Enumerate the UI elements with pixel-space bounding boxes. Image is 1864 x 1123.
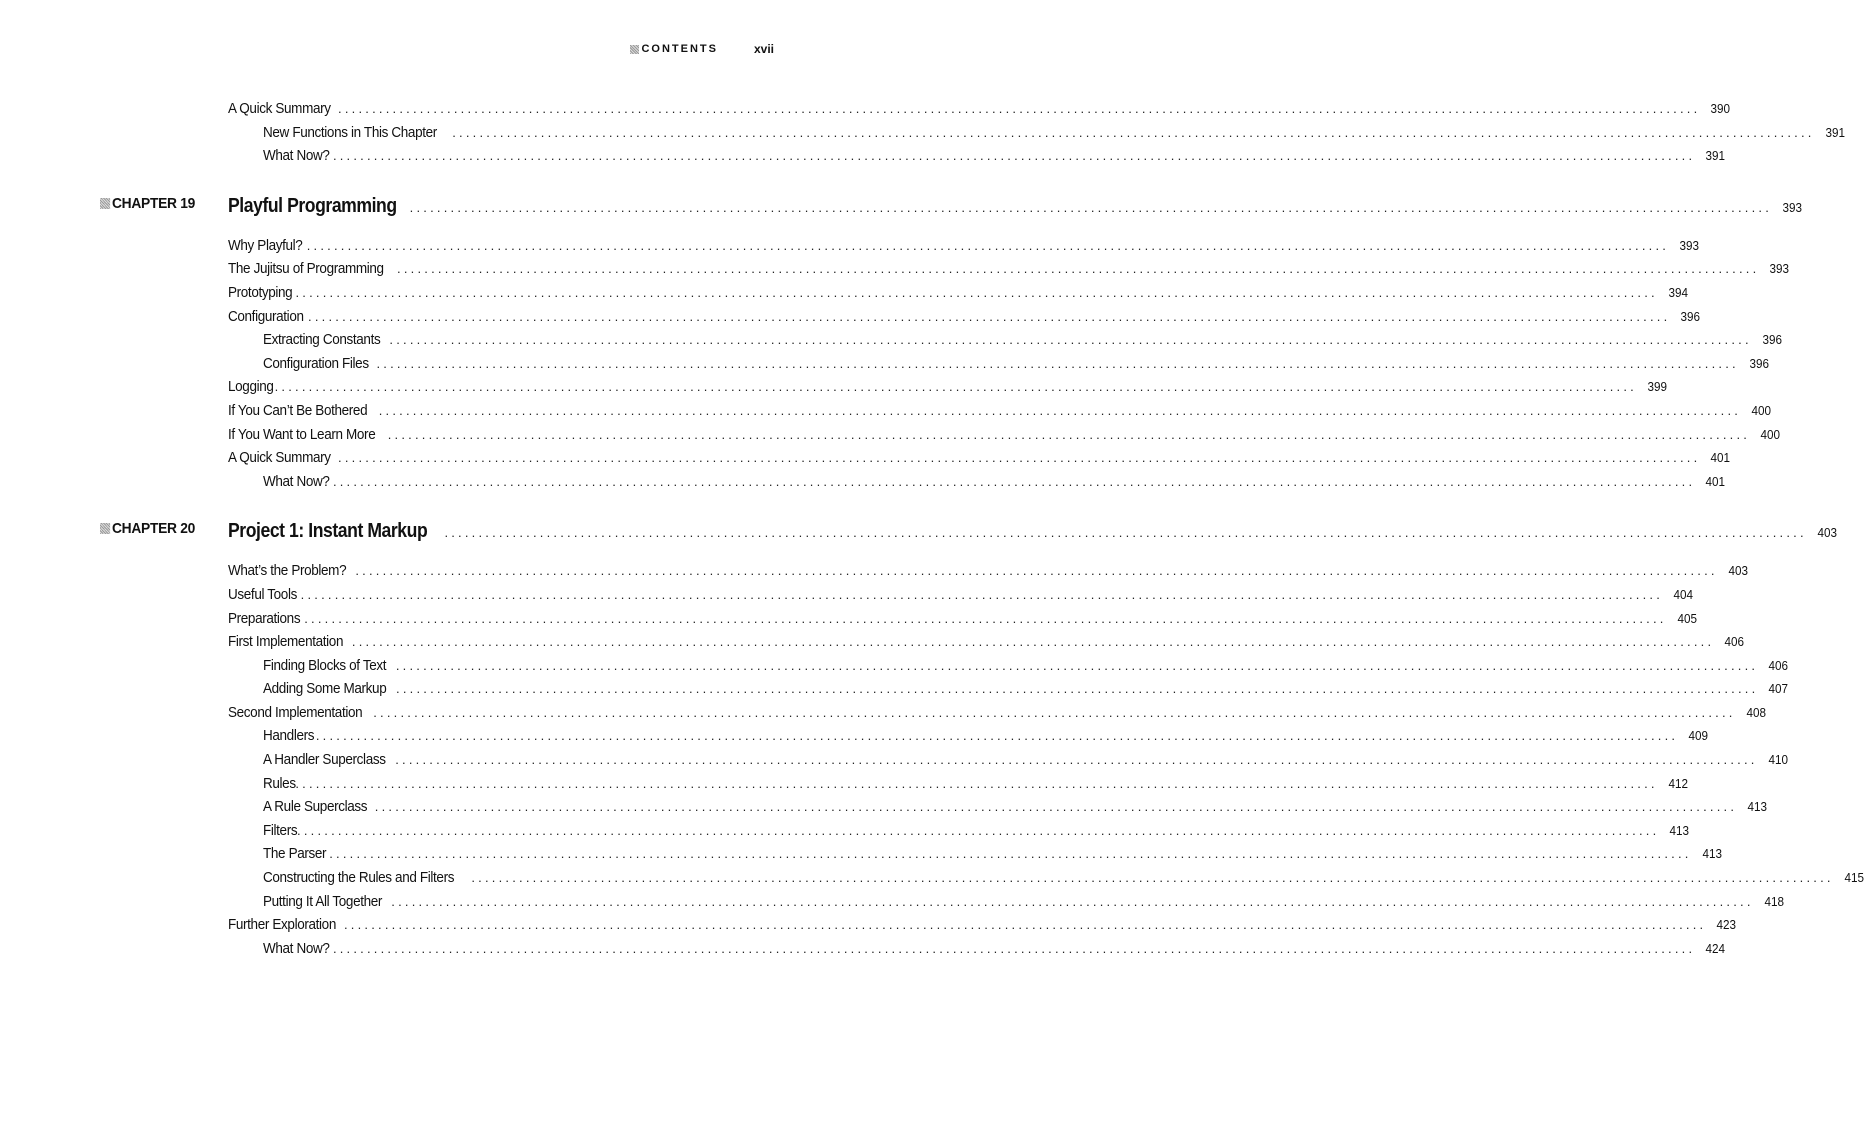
entry-title: The Parser <box>263 845 327 863</box>
entry-page-number: 413 <box>1669 822 1690 838</box>
dot-leader: ........................................................................................................................................................................................................ <box>295 775 1658 791</box>
entry-title: Extracting Constants <box>263 331 381 349</box>
entry-title: Putting It All Together <box>263 892 383 910</box>
toc-entry[interactable] <box>228 701 1766 725</box>
chapter-number: CHAPTER 20 <box>111 520 196 538</box>
entry-title: Playful Programming <box>228 194 397 217</box>
entry-title: Configuration Files <box>263 354 369 372</box>
chapter-block <box>0 191 1803 494</box>
dot-leader: ........................................................................................................................................................................................................ <box>397 261 1760 277</box>
chapter-list <box>0 168 1864 961</box>
entry-title: Adding Some Markup <box>263 680 387 698</box>
entry-title: Logging <box>228 378 274 396</box>
entry-page-number: 400 <box>1760 426 1781 442</box>
entry-title: New Functions in This Chapter <box>263 123 437 141</box>
entry-page-number: 396 <box>1680 308 1701 324</box>
dot-leader: ........................................................................................................................................................................................................ <box>304 610 1667 626</box>
toc-entry[interactable] <box>228 399 1772 423</box>
entry-title: Preparations <box>228 609 301 627</box>
dot-leader: ........................................................................................................................................................................................................ <box>306 237 1670 253</box>
dot-leader: ........................................................................................................................................................................................................ <box>295 284 1658 300</box>
toc-entry[interactable] <box>263 352 1769 376</box>
toc-entry[interactable] <box>263 890 1784 914</box>
dot-leader: ........................................................................................................................................................................................................ <box>376 355 1739 371</box>
chapter-title-entry[interactable] <box>228 516 1837 546</box>
header-section <box>630 43 718 55</box>
entry-page-number: 393 <box>1769 261 1790 277</box>
toc-entry[interactable] <box>263 819 1690 843</box>
dot-leader: ........................................................................................................................................................................................................ <box>395 752 1758 768</box>
dot-leader: ........................................................................................................................................................................................................ <box>338 450 1701 466</box>
toc-entry[interactable] <box>228 423 1781 447</box>
dot-leader: ........................................................................................................................................................................................................ <box>395 657 1759 673</box>
chapter-marker-icon <box>100 523 110 534</box>
dot-leader: ........................................................................................................................................................................................................ <box>332 940 1696 956</box>
dot-leader: ........................................................................................................................................................................................................ <box>409 199 1773 215</box>
toc-entry[interactable] <box>263 724 1709 748</box>
toc-entry[interactable] <box>263 842 1722 866</box>
toc-entry[interactable] <box>228 305 1701 329</box>
entry-page-number: 415 <box>1844 870 1864 886</box>
dot-leader: ........................................................................................................................................................................................................ <box>444 525 1807 541</box>
dot-leader: ........................................................................................................................................................................................................ <box>332 148 1696 164</box>
entry-page-number: 403 <box>1817 525 1837 541</box>
dot-leader: ........................................................................................................................................................................................................ <box>373 704 1736 720</box>
preamble-entries <box>0 97 1845 168</box>
dot-leader: ........................................................................................................................................................................................................ <box>274 379 1637 395</box>
table-of-contents <box>0 97 1864 960</box>
entry-title: Why Playful? <box>228 236 303 254</box>
toc-entry[interactable] <box>228 257 1790 281</box>
toc-entry[interactable] <box>228 446 1731 470</box>
dot-leader: ........................................................................................................................................................................................................ <box>389 332 1752 348</box>
toc-entry[interactable] <box>228 913 1737 937</box>
chapter-title-entry[interactable] <box>228 191 1803 221</box>
dot-leader: ........................................................................................................................................................................................................ <box>300 586 1664 602</box>
header-page-number: xvii <box>753 42 774 56</box>
entry-page-number: 413 <box>1747 799 1768 815</box>
dot-leader: ........................................................................................................................................................................................................ <box>396 681 1759 697</box>
toc-entry[interactable] <box>228 630 1745 654</box>
dot-leader: ........................................................................................................................................................................................................ <box>452 124 1815 140</box>
entry-page-number: 406 <box>1724 634 1745 650</box>
toc-entry[interactable] <box>263 795 1768 819</box>
entry-page-number: 407 <box>1768 681 1789 697</box>
entry-title: Further Exploration <box>228 916 336 934</box>
toc-entry[interactable] <box>228 583 1694 607</box>
toc-entry[interactable] <box>263 772 1688 796</box>
entry-page-number: 413 <box>1702 846 1722 862</box>
chapter-marker-icon <box>100 198 110 209</box>
chapter-label <box>100 520 195 537</box>
entry-title: Configuration <box>228 307 304 325</box>
entry-page-number: 404 <box>1673 586 1694 602</box>
entry-page-number: 424 <box>1705 940 1726 956</box>
entry-page-number: 406 <box>1768 657 1789 673</box>
toc-entry[interactable] <box>263 121 1845 145</box>
entry-title: What Now? <box>263 147 330 165</box>
entry-page-number: 409 <box>1688 728 1709 744</box>
dot-leader: ........................................................................................................................................................................................................ <box>343 917 1707 933</box>
entry-page-number: 403 <box>1728 563 1748 579</box>
dot-leader: ........................................................................................................................................................................................................ <box>297 822 1660 838</box>
entry-page-number: 401 <box>1705 473 1726 489</box>
spacer <box>0 168 816 191</box>
toc-entry[interactable] <box>228 375 1667 399</box>
entry-title: Rules <box>263 774 296 792</box>
entry-page-number: 405 <box>1677 610 1697 626</box>
entry-page-number: 391 <box>1705 148 1726 164</box>
entry-page-number: 393 <box>1679 237 1700 253</box>
entry-title: Constructing the Rules and Filters <box>263 869 455 887</box>
toc-entry[interactable] <box>263 937 1726 961</box>
toc-entry[interactable] <box>263 677 1789 701</box>
entry-page-number: 412 <box>1668 775 1688 791</box>
spacer <box>0 493 816 516</box>
toc-entry[interactable] <box>228 97 1731 121</box>
toc-entry[interactable] <box>263 654 1789 678</box>
entry-page-number: 418 <box>1764 893 1784 909</box>
entry-page-number: 394 <box>1668 284 1688 300</box>
entry-title: Finding Blocks of Text <box>263 656 387 674</box>
entry-title: If You Can’t Be Bothered <box>228 401 368 419</box>
toc-entry[interactable] <box>263 748 1788 772</box>
section-marker-icon <box>630 45 639 54</box>
entry-title: What Now? <box>263 472 330 490</box>
entry-title: Handlers <box>263 727 315 745</box>
toc-entry[interactable] <box>228 607 1697 631</box>
entry-title: The Jujitsu of Programming <box>228 260 384 278</box>
entry-title: Prototyping <box>228 283 293 301</box>
entry-page-number: 401 <box>1710 450 1731 466</box>
dot-leader: ........................................................................................................................................................................................................ <box>391 893 1754 909</box>
entry-title: Project 1: Instant Markup <box>228 520 428 543</box>
dot-leader: ........................................................................................................................................................................................................ <box>374 799 1738 815</box>
entry-title: A Quick Summary <box>228 449 331 467</box>
dot-leader: ........................................................................................................................................................................................................ <box>387 426 1751 442</box>
entry-page-number: 400 <box>1751 402 1772 418</box>
entry-page-number: 390 <box>1710 101 1731 116</box>
chapter-block <box>0 516 1864 960</box>
entry-title: Useful Tools <box>228 585 297 603</box>
dot-leader: ........................................................................................................................................................................................................ <box>355 563 1718 579</box>
entry-title: If You Want to Learn More <box>228 425 376 443</box>
toc-entry[interactable] <box>263 144 1726 168</box>
entry-title: Second Implementation <box>228 703 363 721</box>
entry-title: A Rule Superclass <box>263 798 368 816</box>
dot-leader: ........................................................................................................................................................................................................ <box>338 101 1701 116</box>
toc-entry[interactable] <box>263 328 1782 352</box>
entry-title: Filters <box>263 821 298 839</box>
entry-title: A Handler Superclass <box>263 751 386 769</box>
dot-leader: ........................................................................................................................................................................................................ <box>351 634 1715 650</box>
dot-leader: ........................................................................................................................................................................................................ <box>329 846 1692 862</box>
entry-page-number: 399 <box>1647 379 1667 395</box>
dot-leader: ........................................................................................................................................................................................................ <box>471 870 1834 886</box>
entry-page-number: 410 <box>1768 752 1788 768</box>
entry-title: What Now? <box>263 939 330 957</box>
chapter-label <box>100 195 195 212</box>
entry-page-number: 393 <box>1782 199 1803 215</box>
toc-entry[interactable] <box>263 866 1864 890</box>
dot-leader: ........................................................................................................................................................................................................ <box>308 308 1671 324</box>
running-header <box>630 42 774 56</box>
entry-page-number: 391 <box>1825 124 1845 140</box>
dot-leader: ........................................................................................................................................................................................................ <box>315 728 1679 744</box>
toc-entry[interactable] <box>228 559 1748 583</box>
entry-page-number: 408 <box>1746 704 1766 720</box>
entry-title: What’s the Problem? <box>228 562 347 580</box>
entry-page-number: 396 <box>1749 355 1769 371</box>
dot-leader: ........................................................................................................................................................................................................ <box>332 473 1696 489</box>
header-label: CONTENTS <box>641 43 718 55</box>
dot-leader: ........................................................................................................................................................................................................ <box>378 402 1742 418</box>
entry-title: A Quick Summary <box>228 100 331 117</box>
toc-entry[interactable] <box>263 470 1726 494</box>
entry-page-number: 423 <box>1716 917 1737 933</box>
toc-entry[interactable] <box>228 234 1700 258</box>
chapter-number: CHAPTER 19 <box>111 194 196 212</box>
entry-title: First Implementation <box>228 633 344 651</box>
toc-entry[interactable] <box>228 281 1688 305</box>
entry-page-number: 396 <box>1762 332 1782 348</box>
